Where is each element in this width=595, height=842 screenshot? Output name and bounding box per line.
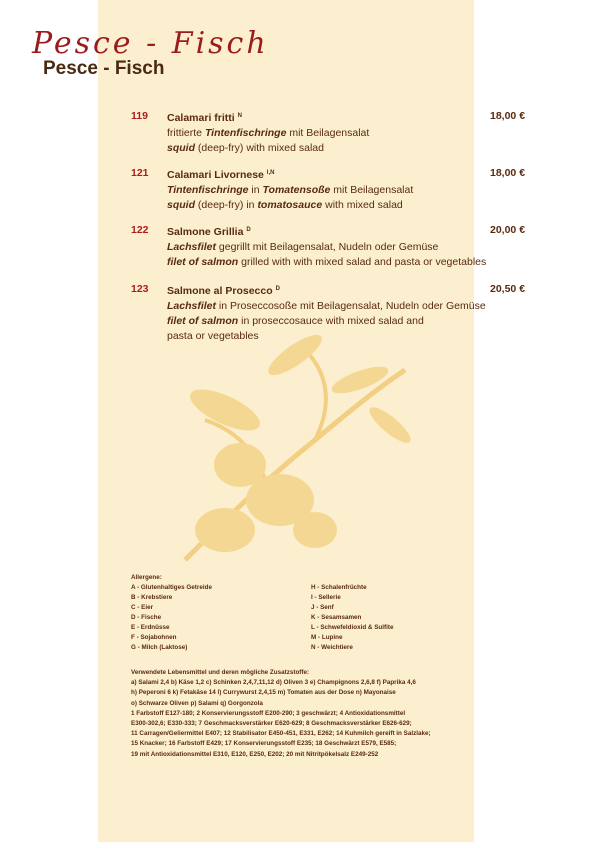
allergens-heading: Allergene: [131, 574, 162, 581]
dish-description-line: Lachsfilet in Proseccosoße mit Beilagensalat, Nudeln oder Gemüse [167, 300, 486, 312]
page-title-script: Pesce - Fisch [32, 26, 269, 61]
allergen-entry: K - Sesamsamen [311, 614, 362, 621]
allergen-entry: J - Senf [311, 604, 334, 611]
allergen-entry: G - Milch (Laktose) [131, 644, 188, 651]
dish-description-line: filet of salmon in proseccosauce with mixed salad and [167, 315, 424, 327]
dish-name: Salmone Grillia $^D$ [167, 226, 251, 238]
additive-line: 15 Knacker; 16 Farbstoff E429; 17 Konservierungsstoff E235; 18 Geschwärzt E579, E585; [131, 740, 397, 748]
allergen-entry: N - Weichtiere [311, 644, 353, 651]
allergen-entry: E - Erdnüsse [131, 624, 170, 631]
allergen-entry: B - Krebstiere [131, 594, 173, 601]
allergens-legend [131, 573, 471, 651]
dish-description-line: squid (deep-fry) with mixed salad [167, 142, 324, 154]
allergen-entry: L - Schwefeldioxid & Sulfite [311, 624, 394, 631]
allergens-column-2 [311, 583, 393, 653]
dish-name: Calamari Livornese $^{I,N}$ [167, 169, 275, 181]
dish-name: Calamari fritti $^N$ [167, 112, 242, 124]
dish-description-line: pasta or vegetables [167, 330, 259, 342]
allergen-entry: D - Fische [131, 614, 162, 621]
allergen-entry: H - Schalenfrüchte [311, 584, 367, 591]
additives-lines [131, 678, 476, 760]
additive-line: a) Salami 2,4 b) Käse 1,2 c) Schinken 2,4,7,11,12 d) Oliven 3 e) Champignons 2,6,8 f) Paprika 4,6 [131, 679, 416, 687]
olive-branch-illustration [165, 330, 415, 570]
dish-description-line: squid (deep-fry) in tomatosauce with mixed salad [167, 199, 403, 211]
dish-price: 20,50 € [490, 283, 526, 295]
dish-description [167, 166, 487, 213]
allergen-code: N [237, 113, 242, 119]
allergen-code: D [246, 227, 251, 233]
dish-number: 121 [131, 167, 149, 179]
dish-description [167, 109, 487, 156]
dish-number: 119 [131, 110, 148, 122]
dish-description-line: Tintenfischringe in Tomatensoße mit Beilagensalat [167, 184, 414, 196]
dish-price: 20,00 € [490, 224, 526, 236]
dish-name: Salmone al Prosecco $^D$ [167, 285, 280, 297]
allergen-entry: M - Lupine [311, 634, 343, 641]
allergen-entry: I - Sellerie [311, 594, 341, 601]
allergen-code: D [275, 286, 280, 292]
additive-line: 1 Farbstoff E127-180; 2 Konservierungsstoff E200-290; 3 geschwärzt; 4 Antioxidationsmittel [131, 709, 406, 717]
allergen-entry: C - Eier [131, 604, 154, 611]
allergen-entry: A - Glutenhaltiges Getreide [131, 584, 212, 591]
dish-price: 18,00 € [490, 167, 526, 179]
dish-description-line: Lachsfilet gegrillt mit Beilagensalat, Nudeln oder Gemüse [167, 241, 439, 253]
additive-line: E300-302,6; E330-333; 7 Geschmacksverstärker E620-629; 8 Geschmacksverstärker E626-629; [131, 720, 412, 728]
allergens-column-1 [131, 583, 212, 653]
additive-line: 11 Carragen/Geliermittel E407; 12 Stabilisator E450-451, E331, E262; 14 Kuhmilch gereift in Salzlake; [131, 730, 431, 738]
additives-heading: Verwendete Lebensmittel und deren mögliche Zusatzstoffe: [131, 669, 310, 676]
dish-description [167, 223, 487, 270]
dish-description-line: frittierte Tintenfischringe mit Beilagensalat [167, 127, 370, 139]
additives-legend [131, 668, 476, 760]
additive-line: h) Peperoni 6 k) Fetakäse 14 l) Currywurst 2,4,15 m) Tomaten aus der Dose n) Mayonaise [131, 689, 396, 697]
dish-number: 123 [131, 283, 149, 295]
allergen-entry: F - Sojabohnen [131, 634, 177, 641]
dish-number: 122 [131, 224, 149, 236]
page-title: Pesce - Fisch [43, 58, 165, 79]
additive-line: o) Schwarze Oliven p) Salami q) Gorgonzola [131, 699, 263, 707]
allergen-code: I,N [266, 170, 275, 176]
additive-line: 19 mit Antioxidationsmittel E310, E120, E250, E202; 20 mit Nitritpökelsalz E249-252 [131, 750, 379, 758]
dish-price: 18,00 € [490, 110, 526, 122]
dish-description-line: filet of salmon grilled with with mixed salad and pasta or vegetables [167, 256, 487, 268]
